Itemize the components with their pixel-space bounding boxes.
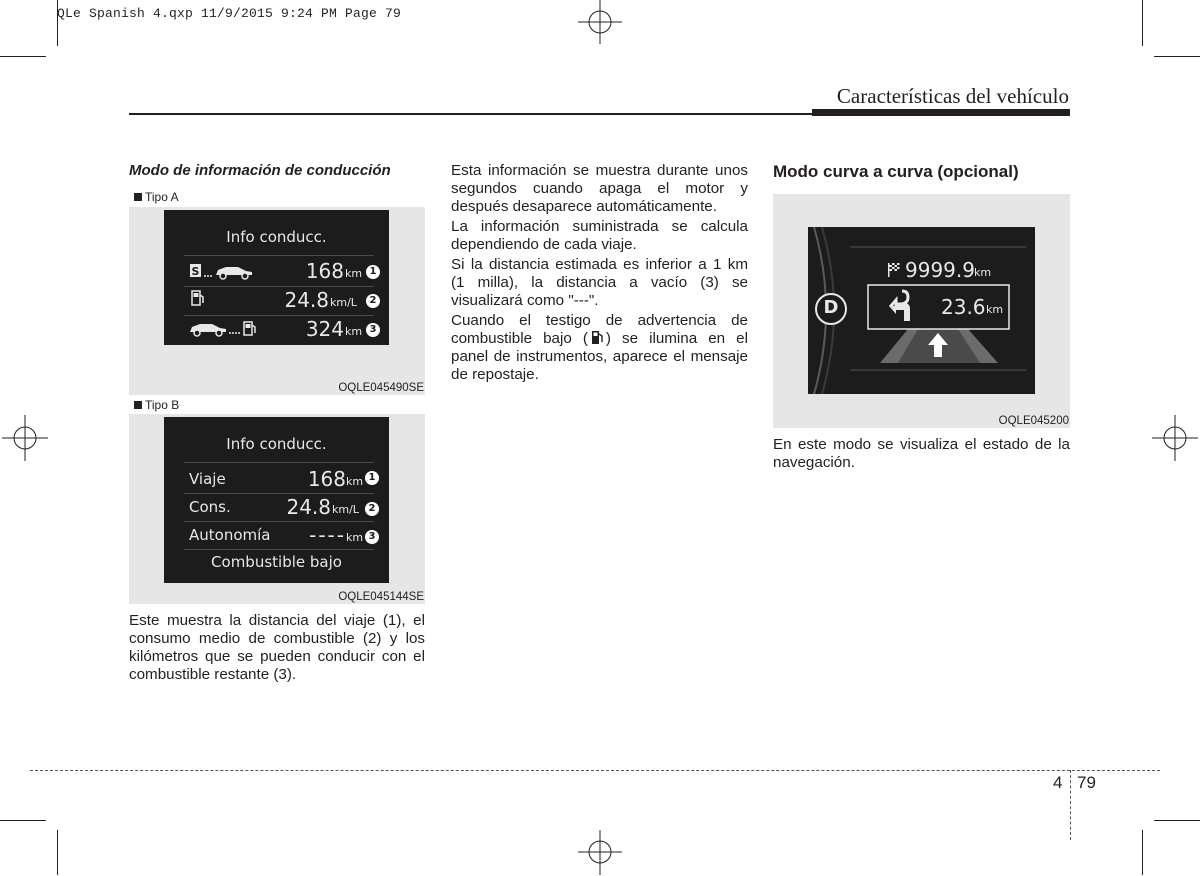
callout-1-badge: 1 [365, 471, 379, 485]
figure-code: OQLE045200 [998, 415, 1069, 427]
range-unit: km [346, 531, 364, 544]
paragraph: Cuando el testigo de advertencia de combustible bajo ( ) se ilumina en el panel de instrumentos, aparece el mensaje de repostaje. [451, 312, 748, 383]
registration-mark-icon [577, 0, 623, 46]
svg-text:S: S [191, 265, 200, 278]
figure-b-label: Tipo B [134, 398, 179, 412]
range-car-fuel-icon [190, 319, 260, 337]
turn-distance-value: 23.6 [941, 295, 986, 319]
screen-title: Info conducc. [226, 435, 327, 453]
range-label: Autonomía [189, 526, 271, 544]
trip-distance-value: 168 [305, 259, 344, 283]
figure-a-label: Tipo A [134, 190, 179, 204]
total-distance-value: 9999.9 [905, 258, 975, 282]
registration-mark-icon [577, 830, 623, 876]
callout-2-badge: 2 [366, 294, 380, 308]
fuel-economy-value: 24.8 [286, 495, 331, 519]
header-rule-accent [812, 109, 1070, 116]
low-fuel-message: Combustible bajo [211, 553, 342, 571]
total-distance-unit: km [974, 266, 992, 279]
paragraph: Esta información se muestra durante unos segundos cuando apaga el motor y después desaparece automáticamente. [451, 162, 748, 215]
registration-mark-icon [2, 415, 48, 461]
footer-rule [30, 770, 1160, 771]
figure-b-code: OQLE045144SE [338, 591, 424, 603]
callout-2-badge: 2 [365, 502, 379, 516]
trip-car-icon [190, 262, 256, 280]
footer-vertical-rule [1070, 770, 1071, 840]
section-title: Características del vehículo [836, 84, 1069, 108]
divider [184, 549, 374, 550]
lcd-screen-a [164, 210, 389, 345]
registration-mark-icon [1152, 415, 1198, 461]
crop-mark [0, 56, 46, 57]
crop-mark [0, 820, 46, 821]
crop-mark [57, 830, 58, 875]
middle-text [451, 162, 748, 384]
crop-mark [1154, 820, 1200, 821]
divider [184, 286, 374, 287]
turn-distance-unit: km [986, 303, 1004, 316]
gear-indicator: D [823, 297, 839, 318]
screen-title: Info conducc. [226, 228, 327, 246]
paragraph: Si la distancia estimada es inferior a 1 km (1 milla), la distancia a vacío (3) se visualizará como "---". [451, 256, 748, 309]
chapter-number: 4 [1053, 773, 1063, 792]
fuel-economy-value: 24.8 [284, 288, 329, 312]
crop-mark [1142, 830, 1143, 875]
divider [184, 493, 374, 494]
crop-mark [1142, 0, 1143, 46]
divider [184, 462, 374, 463]
callout-3-badge: 3 [365, 530, 379, 544]
subheading: Modo de información de conducción [129, 162, 391, 179]
bullet-square-icon [134, 401, 142, 409]
bullet-square-icon [134, 193, 142, 201]
left-paragraph: Este muestra la distancia del viaje (1), el consumo medio de combustible (2) y los kilómetros que se pueden conducir con el combustible restante (3). [129, 612, 425, 683]
trip-label: Viaje [189, 470, 226, 488]
consumption-label: Cons. [189, 498, 231, 516]
paragraph: La información suministrada se calcula dependiendo de cada viaje. [451, 218, 748, 253]
low-fuel-warning-icon [591, 330, 603, 345]
section-heading: Modo curva a curva (opcional) [773, 162, 1019, 181]
divider [184, 521, 374, 522]
print-header: QLe Spanish 4.qxp 11/9/2015 9:24 PM Page 79 [57, 6, 402, 21]
crop-mark [1154, 56, 1200, 57]
callout-3-badge: 3 [366, 323, 380, 337]
right-paragraph: En este modo se visualiza el estado de la navegación. [773, 436, 1070, 471]
trip-distance-unit: km [345, 267, 363, 280]
trip-distance-value: 168 [307, 467, 346, 491]
trip-distance-unit: km [346, 475, 364, 488]
range-value: ---- [309, 523, 346, 547]
divider [184, 255, 374, 256]
range-value: 324 [305, 317, 344, 341]
divider [184, 315, 374, 316]
fuel-economy-unit: km/L [330, 296, 357, 309]
fuel-pump-icon [191, 290, 205, 306]
header-rule [129, 113, 812, 115]
range-unit: km [345, 325, 363, 338]
page-number: 79 [1077, 773, 1096, 792]
lcd-screen-b [164, 417, 389, 583]
fuel-economy-unit: km/L [332, 503, 359, 516]
callout-1-badge: 1 [366, 265, 380, 279]
figure-a-code: OQLE045490SE [338, 382, 424, 394]
